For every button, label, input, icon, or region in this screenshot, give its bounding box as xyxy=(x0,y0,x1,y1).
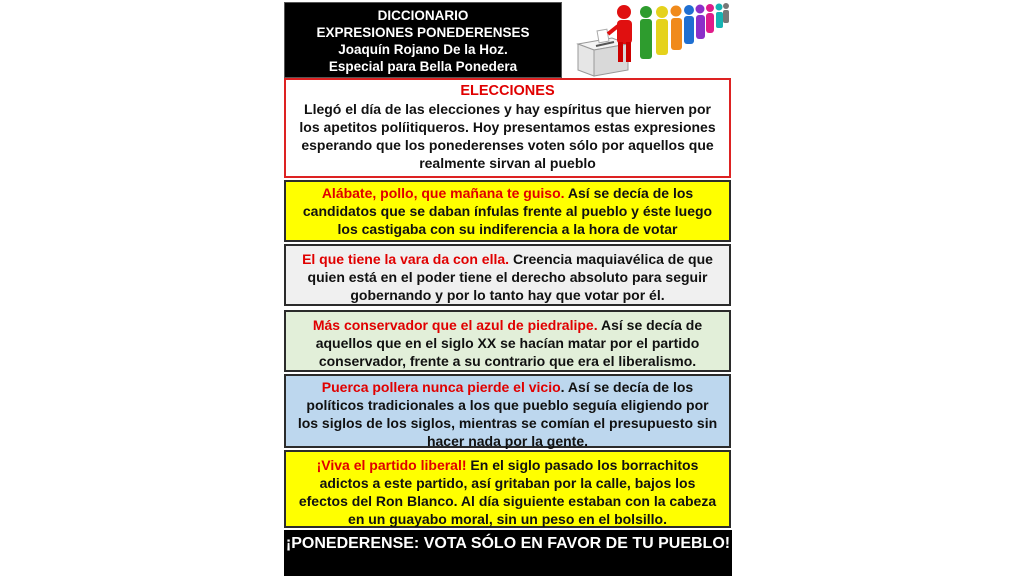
header-author: Joaquín Rojano De la Hoz. xyxy=(338,42,508,57)
entry-phrase: Puerca pollera nunca pierde el vicio xyxy=(321,379,561,395)
entry-box-4 xyxy=(284,374,731,448)
entry-box-2 xyxy=(284,244,731,306)
entry-description: Así se decía de aquellos que en el siglo XX se hacían matar por el partido conservador, frente a su contrario que era el liberalismo. xyxy=(315,317,703,369)
header-dedication: Especial para Bella Ponedera xyxy=(328,59,518,74)
entry-box-5 xyxy=(284,450,731,528)
entry-box-1 xyxy=(284,180,731,242)
intro-text: Llegó el día de las elecciones y hay espíritus que hierven por los apetitos políitiqueros. Hoy presentamos estas expresiones esperando que los ponederenses voten sólo por aquellos que realmente sirvan al pueblo xyxy=(299,101,716,171)
footer-banner xyxy=(284,530,732,576)
header-subtitle: EXPRESIONES PONEDERENSES xyxy=(316,25,530,40)
entry-phrase: El que tiene la vara da con ella. xyxy=(302,251,510,267)
intro-title: ELECCIONES xyxy=(460,83,555,99)
entry-description: En el siglo pasado los borrachitos adictos a este partido, así gritaban por la calle, bajos los efectos del Ron Blanco. Al día siguiente estaban con la cabeza en un guayabo moral, sin un peso en el bolsillo. xyxy=(298,457,717,527)
entry-phrase: Más conservador que el azul de piedralipe. xyxy=(312,317,598,333)
entry-phrase: Alábate, pollo, que mañana te guiso. xyxy=(321,185,565,201)
ballot-illustration xyxy=(562,0,730,78)
entry-description: Así se decía de los candidatos que se daban ínfulas frente al pueblo y éste luego los castigaba con su indiferencia a la hora de votar xyxy=(302,185,713,237)
ballot-box-icon xyxy=(562,0,730,78)
entry-description: Creencia maquiavélica de que quien está en el poder tiene el derecho absoluto para seguir gobernando y por lo tanto hay que votar por él. xyxy=(307,251,713,303)
entry-phrase: ¡Viva el partido liberal! xyxy=(316,457,467,473)
footer-text: ¡PONEDERENSE: VOTA SÓLO EN FAVOR DE TU PUEBLO! xyxy=(285,535,731,552)
entry-description: . Así se decía de los políticos tradicionales a los que pueblo seguía eligiendo por los siglos de los siglos, mientras se comían el presupuesto sin hacer nada por la gente. xyxy=(297,379,718,449)
header-title: DICCIONARIO xyxy=(377,8,469,23)
intro-box xyxy=(284,78,731,178)
document-page xyxy=(284,0,732,576)
header-block xyxy=(284,2,562,78)
entry-box-3 xyxy=(284,310,731,372)
